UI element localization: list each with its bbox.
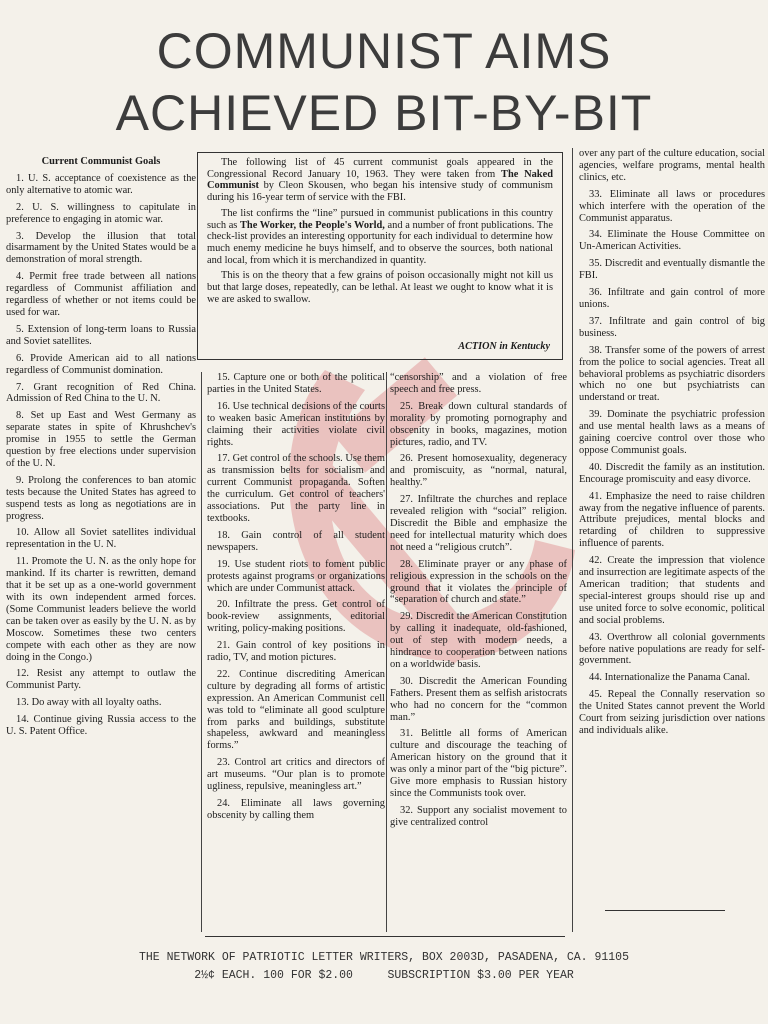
goals-column-4 xyxy=(579,148,765,742)
goal-item: 6. Provide American aid to all nations regardless of Communist domination. xyxy=(6,352,196,376)
goal-item: 29. Discredit the American Constitution by calling it inadequate, old-fashioned, out of step with modern needs, a hindrance to cooperation between nations on a worldwide basis. xyxy=(390,611,567,670)
goal-item: 24. Eliminate all laws governing obscenity by calling them xyxy=(207,798,385,821)
source-credit: ACTION in Kentucky xyxy=(458,341,550,353)
intro-paragraph-2: The list confirms the “line” pursued in communist publications in this country such as The Worker, the People's World, and a number of front publications. The check-list provides an interesting opportunity for each individual to determine how much enemy medicine he buys himself, and to observe the sources, both national and local, from which it is merchandized in quantity. xyxy=(207,207,553,266)
headline-line-1: COMMUNIST AIMS xyxy=(156,23,612,79)
goal-item: 16. Use technical decisions of the courts to weaken basic American institutions by claiming their activities violate civil rights. xyxy=(207,400,385,448)
goal-item: 42. Create the impression that violence and insurrection are legitimate aspects of the American tradition; that students and special-interest groups should rise up and use united force to solve economic, political and social problems. xyxy=(579,555,765,626)
goal-item: 35. Discredit and eventually dismantle the FBI. xyxy=(579,258,765,282)
goal-item: 20. Infiltrate the press. Get control of book-review assignments, editorial writing, policy-making positions. xyxy=(207,599,385,635)
goal-item: 10. Allow all Soviet satellites individual representation in the U. N. xyxy=(6,527,196,551)
goal-item: over any part of the culture education, social agencies, welfare programs, mental health clinics, etc. xyxy=(579,148,765,183)
goal-item: 30. Discredit the American Founding Fathers. Present them as selfish aristocrats who had no concern for the “common man.” xyxy=(390,675,567,723)
goal-item: 43. Overthrow all colonial governments before native populations are ready for self-government. xyxy=(579,631,765,667)
goal-item: 40. Discredit the family as an institution. Encourage promiscuity and easy divorce. xyxy=(579,461,765,485)
goal-item: 39. Dominate the psychiatric profession and use mental health laws as a means of gaining coercive control over those who oppose Communist goals. xyxy=(579,409,765,456)
goal-item: 26. Present homosexuality, degeneracy and promiscuity, as “normal, natural, healthy.” xyxy=(390,453,567,489)
goal-item: 17. Get control of the schools. Use them as transmission belts for socialism and current Communist propaganda. Soften the curriculum. Get control of teachers' associations. Put the party line in textbooks. xyxy=(207,453,385,524)
goal-item: 34. Eliminate the House Committee on Un-American Activities. xyxy=(579,229,765,253)
goals-column-1 xyxy=(6,156,196,743)
goal-item: 23. Control art critics and directors of art museums. “Our plan is to promote ugliness, repulsive, meaningless art.” xyxy=(207,757,385,793)
goal-item: “censorship” and a violation of free speech and free press. xyxy=(390,372,567,395)
intro-paragraph-3: This is on the theory that a few grains of poison occasionally might not kill us but that large doses, repeatedly, can be lethal. At least we ought to know what it is we are asked to swallow. xyxy=(207,270,553,305)
goal-item: 2. U. S. willingness to capitulate in preference to engaging in atomic war. xyxy=(6,201,196,225)
goal-item: 12. Resist any attempt to outlaw the Communist Party. xyxy=(6,668,196,692)
goal-item: 19. Use student riots to foment public protests against programs or organizations which are under Communist attack. xyxy=(207,558,385,594)
goal-item: 44. Internationalize the Panama Canal. xyxy=(589,672,750,684)
goal-item: 31. Belittle all forms of American culture and discourage the teaching of American history on the ground that it was only a minor part of the “big picture”. Give more emphasis to Russian history since the Communists took over. xyxy=(390,728,567,799)
intro-paragraph-1: The following list of 45 current communist goals appeared in the Congressional Record January 10, 1963. They were taken from The Naked Communist by Cleon Skousen, who began his intensive study of communism during his 16-year term of service with the FBI. xyxy=(207,157,553,204)
headline-line-2: ACHIEVED BIT-BY-BIT xyxy=(115,85,653,141)
goal-item: 27. Infiltrate the churches and replace revealed religion with “social” religion. Discredit the Bible and emphasize the need for intellectual maturity which does not need a “religious crutch”. xyxy=(390,494,567,553)
goal-item: 5. Extension of long-term loans to Russia and Soviet satellites. xyxy=(6,323,196,347)
footer-address: THE NETWORK OF PATRIOTIC LETTER WRITERS, BOX 2003D, PASADENA, CA. 91105 xyxy=(139,951,629,964)
goal-item: 25. Break down cultural standards of morality by promoting pornography and obscenity in books, magazines, motion pictures, radio, and TV. xyxy=(390,400,567,448)
goal-item: 4. Permit free trade between all nations regardless of Communist affiliation and regardless of whether or not items could be used for war. xyxy=(6,271,196,318)
goal-item: 11. Promote the U. N. as the only hope for mankind. If its charter is rewritten, demand that it be set up as a one-world government with its own independent armed forces. (Some Communist leaders believe the world can be taken over as easily by the U. N. as by Moscow. Sometimes these two centers compete with each other as they are now doing in the Congo.) xyxy=(6,556,196,663)
column-rule xyxy=(572,148,573,932)
goal-item: 45. Repeal the Connally reservation so the United States cannot prevent the World Court from seizing jurisdiction over nations and individuals alike. xyxy=(579,689,765,736)
goal-item: 8. Set up East and West Germany as separate states in spite of Khrushchev's promise in 1955 to settle the German question by free elections under supervision of the U. N. xyxy=(6,410,196,469)
goal-item: 21. Gain control of key positions in radio, TV, and motion pictures. xyxy=(207,640,385,664)
goal-item: 22. Continue discrediting American culture by degrading all forms of artistic expression. An American Communist cell was told to “eliminate all good sculpture from parks and buildings, substitute shapeless, awkward and meaningless forms.” xyxy=(207,668,385,752)
goal-item: 41. Emphasize the need to raise children away from the negative influence of parents. Attribute prejudices, mental blocks and retarding of children to suppressive influence of parents. xyxy=(579,490,765,550)
goals-heading: Current Communist Goals xyxy=(41,156,161,167)
goal-item: 14. Continue giving Russia access to the U. S. Patent Office. xyxy=(6,714,196,738)
goal-item: 37. Infiltrate and gain control of big business. xyxy=(579,315,765,339)
goal-item: 1. U. S. acceptance of coexistence as the only alternative to atomic war. xyxy=(6,172,196,196)
goal-item: 15. Capture one or both of the political parties in the United States. xyxy=(207,372,385,395)
goal-item: 18. Gain control of all student newspapers. xyxy=(207,529,385,553)
goal-item: 32. Support any socialist movement to give centralized control xyxy=(390,804,567,828)
goals-column-2 xyxy=(207,372,385,827)
column-rule xyxy=(201,372,202,932)
footer-pricing: 2½¢ EACH. 100 FOR $2.00 SUBSCRIPTION $3.00 PER YEAR xyxy=(194,969,574,982)
goal-item: 36. Infiltrate and gain control of more unions. xyxy=(579,287,765,310)
goal-item: 33. Eliminate all laws or procedures which interfere with the operation of the Communist apparatus. xyxy=(579,188,765,224)
column-rule xyxy=(386,372,387,932)
goal-item: 13. Do away with all loyalty oaths. xyxy=(16,697,162,709)
goal-item: 28. Eliminate prayer or any phase of religious expression in the schools on the ground that it violates the principle of “separation of church and state.” xyxy=(390,558,567,606)
goal-item: 9. Prolong the conferences to ban atomic tests because the United States has agreed to suspend tests as long as negotiations are in progress. xyxy=(6,474,196,522)
goal-item: 38. Transfer some of the powers of arrest from the police to social agencies. Treat all behavioral problems as psychiatric disorders which no one but psychiatrists can understand or treat. xyxy=(579,344,765,404)
goals-column-3 xyxy=(390,372,567,834)
intro-box xyxy=(197,152,563,360)
bottom-rule xyxy=(205,936,565,937)
end-rule xyxy=(605,910,725,911)
goal-item: 7. Grant recognition of Red China. Admission of Red China to the U. N. xyxy=(6,381,196,405)
goal-item: 3. Develop the illusion that total disarmament by the United States would be a demonstration of moral strength. xyxy=(6,230,196,266)
